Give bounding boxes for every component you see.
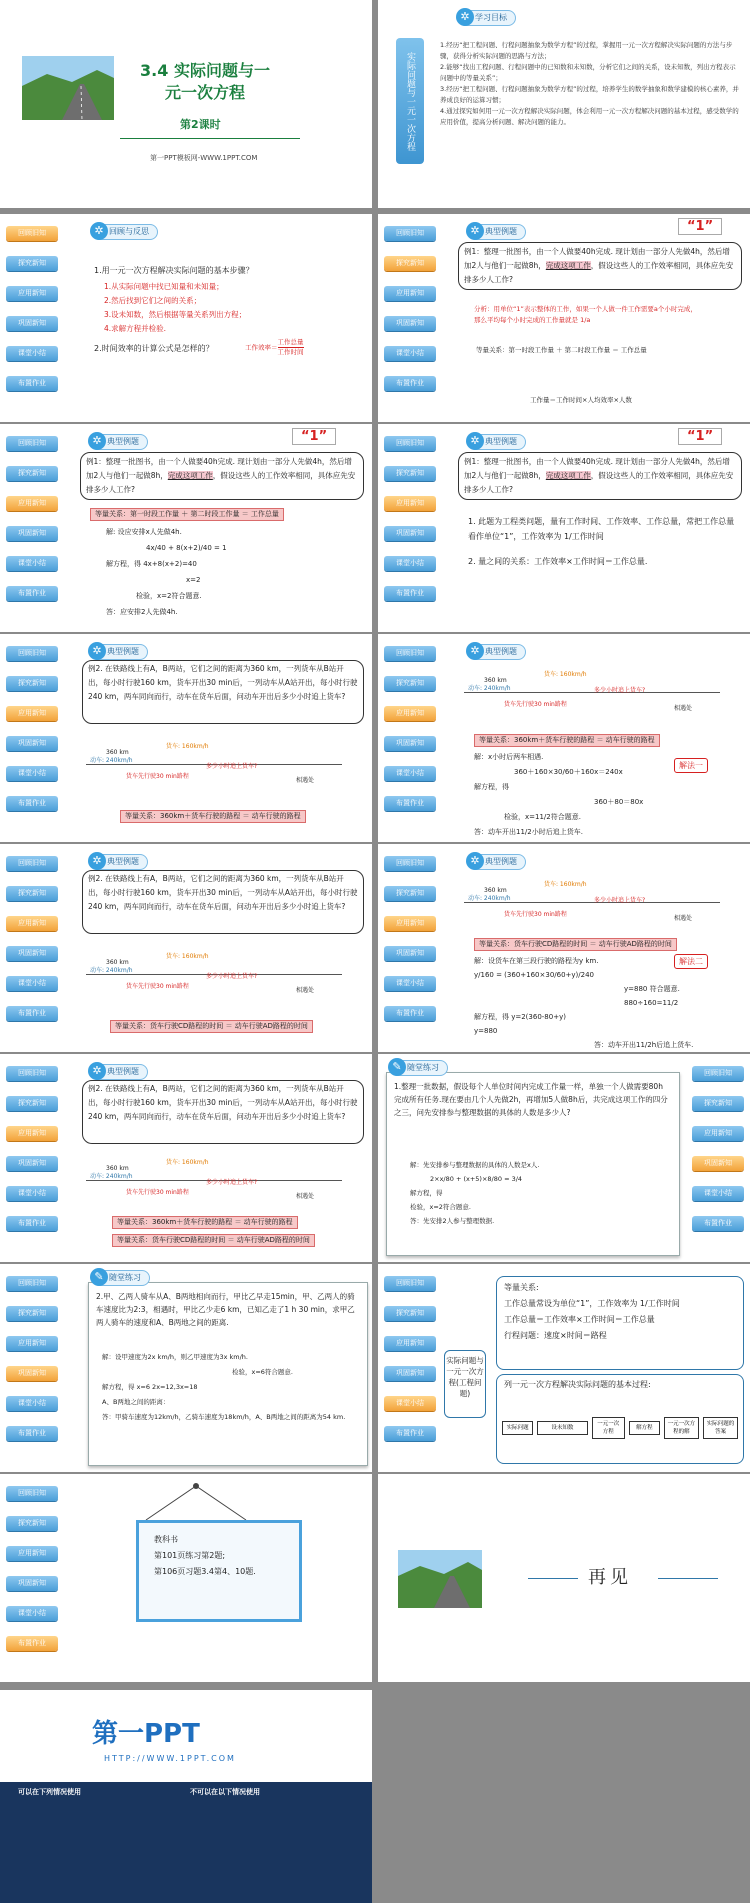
nav-item[interactable]: 课堂小结: [692, 1186, 744, 1201]
example1-text: 例1：整理一批图书，由一个人做要40h完成. 现计划由一部分人先做4h，然后增加2人与他们一起做8h，完成这项工作，假设这些人的工作效率相同，具体应先安排多少人工作?: [86, 457, 356, 494]
highway-photo: [398, 1550, 482, 1608]
slide-example2-method1[interactable]: [378, 634, 750, 842]
nav-item[interactable]: 课堂小结: [384, 556, 436, 571]
nav-item[interactable]: 布置作业: [384, 1006, 436, 1021]
line-diagram: 360 km 货车: 160km/h 动车: 240km/h 货车先行驶30 min路程 多少小时追上货车? 相遇处: [464, 662, 734, 722]
slide-goodbye[interactable]: [378, 1474, 750, 1682]
nav-item[interactable]: 课堂小结: [6, 1186, 58, 1201]
slide-example2-intro-b[interactable]: [0, 844, 372, 1052]
nav-menu: [384, 856, 436, 1036]
slide-example2-intro[interactable]: [0, 634, 372, 842]
gear-icon: ✲: [88, 642, 106, 660]
summary-center-box: 实际问题与一元一次方程(工程问题): [444, 1350, 486, 1418]
nav-item[interactable]: 应用新知: [6, 1336, 58, 1351]
nav-item[interactable]: 巩固新知: [6, 946, 58, 961]
review-steps: 1.从实际问题中找已知量和未知量； 2.然后找到它们之间的关系； 3.设未知数，然后根据等量关系列出方程； 4.求解方程并检验.: [104, 282, 247, 333]
nav-item[interactable]: 巩固新知: [6, 1576, 58, 1591]
review-question-2: 2.时间效率的计算公式是怎样的？: [94, 344, 214, 353]
gear-icon: ✲: [88, 432, 106, 450]
nav-item[interactable]: 探究新知: [6, 886, 58, 901]
process-title: 列一元一次方程解决实际问题的基本过程:: [504, 1380, 651, 1389]
nav-item[interactable]: 布置作业: [6, 796, 58, 811]
nav-item[interactable]: 课堂小结: [6, 1396, 58, 1411]
nav-item[interactable]: 回顾旧知: [6, 436, 58, 451]
nav-item[interactable]: 应用新知: [6, 496, 58, 511]
highway-photo: [22, 56, 114, 120]
nav-item[interactable]: 回顾旧知: [6, 856, 58, 871]
unit-one-flag: “1”: [292, 428, 336, 445]
nav-item[interactable]: 布置作业: [6, 1006, 58, 1021]
slide-example1-summary[interactable]: [378, 424, 750, 632]
badge-example: ✲ 典型例题: [468, 644, 526, 660]
nav-item[interactable]: 课堂小结: [384, 1396, 436, 1411]
slide-example2-method2[interactable]: [378, 844, 750, 1052]
nav-item[interactable]: 探究新知: [6, 1096, 58, 1111]
nav-item[interactable]: 探究新知: [384, 256, 436, 271]
method1-steps: 解：x小时后两车相遇. 360＋160×30/60＋160x＝240x 解方程，得 360＋80＝80x 检验，x=11/2符合题意. 答：动车开出11/2小时后追上货车.: [474, 753, 644, 836]
nav-item[interactable]: 探究新知: [384, 676, 436, 691]
slide-review[interactable]: [0, 214, 372, 422]
gear-icon: ✎: [90, 1268, 108, 1286]
nav-item[interactable]: 回顾旧知: [6, 646, 58, 661]
unit-one-flag: “1”: [678, 218, 722, 235]
nav-item[interactable]: 应用新知: [6, 706, 58, 721]
nav-item[interactable]: 应用新知: [384, 286, 436, 301]
nav-item[interactable]: 课堂小结: [6, 766, 58, 781]
practice1-question: 1.整理一批数据，假设每个人单位时间内完成工作量一样，单独一个人做需要80h完成所有任务.现在要由几个人先做2h，再增加5人做8h后，共完成这项工作的四分之三，问先安排参与整理数据的具体的人数是多少人?: [394, 1082, 668, 1117]
footer-logo: 第一PPT: [92, 1719, 200, 1749]
method2-steps: 解：设货车在第三段行驶的路程为y km. y/160 = (360+160×30/60+y)/240 y=880 符合题意. 880÷160=11/2 解方程，得 y=2(360-80+y) y=880 答：动车开出11/2h后追上货车.: [474, 957, 694, 1049]
nav-item[interactable]: 课堂小结: [384, 976, 436, 991]
badge-practice: ✎ 随堂练习: [390, 1060, 448, 1076]
nav-item[interactable]: 课堂小结: [6, 346, 58, 361]
slide-homework[interactable]: [0, 1474, 372, 1682]
nav-item[interactable]: 布置作业: [384, 1426, 436, 1441]
nav-item[interactable]: 探究新知: [6, 1516, 58, 1531]
relation-bar: 等量关系：360km＋货车行驶的路程 ＝ 动车行驶的路程: [474, 734, 660, 747]
relation-bar: 等量关系：货车行驶CD路程的时间 ＝ 动车行驶AD路程的时间: [110, 1020, 313, 1033]
method-tag: 解法一: [674, 758, 708, 773]
nav-menu: [6, 226, 58, 406]
badge-learning-goals: ✲ 学习目标: [458, 10, 516, 26]
line-diagram: 360 km 货车: 160km/h 动车: 240km/h 货车先行驶30 min路程 多少小时追上货车? 相遇处: [86, 1150, 342, 1206]
nav-item[interactable]: 布置作业: [692, 1216, 744, 1231]
process-step: 一元一次方程: [592, 1417, 625, 1439]
nav-item[interactable]: 巩固新知: [384, 946, 436, 961]
nav-item[interactable]: 课堂小结: [384, 766, 436, 781]
nav-item[interactable]: 应用新知: [384, 1336, 436, 1351]
badge-example: ✲ 典型例题: [90, 854, 148, 870]
nav-menu: [6, 1066, 58, 1246]
practice1-solution: 解：先安排参与整理数据的具体的人数是x人. 2×x/80 + (x+5)×8/80 = 3/4 解方程，得 检验，x=2符合题意. 答：先安排2人参与整理数据.: [410, 1161, 540, 1225]
process-step: 设未知数: [537, 1421, 588, 1435]
nav-menu: [692, 1066, 744, 1246]
process-steps: [502, 1404, 738, 1452]
nav-menu: [384, 226, 436, 406]
nav-item[interactable]: 回顾旧知: [6, 1486, 58, 1501]
nav-item[interactable]: 回顾旧知: [692, 1066, 744, 1081]
relation-bar: 等量关系：360km＋货车行驶的路程 ＝ 动车行驶的路程: [112, 1216, 298, 1229]
nav-item[interactable]: 回顾旧知: [384, 226, 436, 241]
nav-item[interactable]: 探究新知: [384, 1306, 436, 1321]
nav-item[interactable]: 布置作业: [384, 376, 436, 391]
relation-text: 等量关系：第一时段工作量 ＋ 第二时段工作量 ＝ 工作总量: [476, 346, 647, 354]
lesson-subtitle: 第2课时: [180, 118, 221, 131]
relation-bar: 等量关系：货车行驶CD路程的时间 ＝ 动车行驶AD路程的时间: [112, 1234, 315, 1247]
footer-info-panel: [0, 1782, 372, 1903]
badge-example: ✲ 典型例题: [90, 644, 148, 660]
badge-example: ✲ 典型例题: [468, 854, 526, 870]
process-step: 实际问题的答案: [703, 1417, 738, 1439]
relation-bar: 等量关系：货车行驶CD路程的时间 ＝ 动车行驶AD路程的时间: [474, 938, 677, 951]
process-step: 一元一次方程的解: [664, 1417, 699, 1439]
nav-item[interactable]: 巩固新知: [692, 1156, 744, 1171]
badge-example: ✲ 典型例题: [90, 1064, 148, 1080]
summary-relations: 等量关系: 工作总量常设为单位“1”，工作效率为 1/工作时间 工作总量＝工作效率×工作时间＝工作总量 行程问题：速度×时间＝路程: [504, 1283, 680, 1340]
slide-summary[interactable]: [378, 1264, 750, 1472]
footer-url: HTTP://WWW.1PPT.COM: [104, 1754, 236, 1763]
badge-review: ✲ 回顾与反思: [92, 224, 158, 240]
goodbye-text: 再见: [588, 1567, 632, 1588]
nav-item[interactable]: 回顾旧知: [384, 856, 436, 871]
gear-icon: ✲: [466, 642, 484, 660]
nav-menu: [6, 1276, 58, 1456]
gear-icon: ✲: [90, 222, 108, 240]
practice2-solution: 解：设甲速度为2x km/h，则乙甲速度为3x km/h. 检验，x=6符合题意. 解方程，得 x=6 2x=12,3x=18 A、B两地之间的距离： 答：甲骑车速度为12km/h，乙骑车速度为18km/h，A、B两地之间的距离为54 km.: [102, 1353, 346, 1421]
nav-item[interactable]: 探究新知: [6, 256, 58, 271]
nav-item[interactable]: 布置作业: [6, 1636, 58, 1651]
nav-item[interactable]: 回顾旧知: [384, 436, 436, 451]
nav-item[interactable]: 应用新知: [384, 706, 436, 721]
slide-practice2[interactable]: [0, 1264, 372, 1472]
nav-item[interactable]: 巩固新知: [384, 736, 436, 751]
nav-item[interactable]: 探究新知: [384, 886, 436, 901]
nav-item[interactable]: 巩固新知: [6, 1366, 58, 1381]
process-step: 实际问题: [502, 1421, 533, 1435]
homework-text: 教科书 第101页练习第2题; 第106页习题3.4第4、10题.: [154, 1535, 256, 1576]
nav-item[interactable]: 巩固新知: [384, 1366, 436, 1381]
slide-practice1[interactable]: [378, 1054, 750, 1262]
gear-icon: ✲: [466, 432, 484, 450]
nav-item[interactable]: 应用新知: [6, 1546, 58, 1561]
nav-menu: [384, 1276, 436, 1456]
nav-item[interactable]: 课堂小结: [6, 556, 58, 571]
nav-item[interactable]: 课堂小结: [6, 976, 58, 991]
nav-item[interactable]: 巩固新知: [384, 526, 436, 541]
nav-item[interactable]: 布置作业: [6, 1216, 58, 1231]
nav-item[interactable]: 回顾旧知: [6, 1066, 58, 1081]
relation-bar: 等量关系：360km＋货车行驶的路程 ＝ 动车行驶的路程: [120, 810, 306, 823]
line-diagram: 360 km 货车: 160km/h 动车: 240km/h 货车先行驶30 min路程 多少小时追上货车? 相遇处: [464, 872, 734, 932]
nav-item[interactable]: 巩固新知: [6, 526, 58, 541]
nav-menu: [6, 856, 58, 1036]
nav-item[interactable]: 应用新知: [384, 496, 436, 511]
slide-example1-solution[interactable]: [0, 424, 372, 632]
nav-item[interactable]: 探究新知: [6, 676, 58, 691]
example2-text: 例2. 在铁路线上有A，B两站，它们之间的距离为360 km，一列货车从B站开出，每小时行驶160 km，货车开出30 min后，一列动车从A站开出，每小时行驶240 km，两车同向而行，动车在货车后面，问动车开出后多少小时追上货车?: [88, 874, 358, 911]
nav-item[interactable]: 课堂小结: [6, 1606, 58, 1621]
nav-item[interactable]: 探究新知: [6, 466, 58, 481]
nav-menu: [384, 436, 436, 616]
slide-learning-goals[interactable]: [378, 0, 750, 208]
goals-text: 1.经历“把工程问题、行程问题抽象为数学方程”的过程，掌握用一元一次方程解决实际问题的方法与步骤，获得分析实际问题的思路与方法； 2.能够“找出工程问题、行程问题中的已知数和未知数，分析它们之间的关系，设未知数，列出方程表示问题中的等量关系”； 3.经历“把工程问题、行程问题抽象为数学方程”的过程，培养学生的数学抽象和数学建模的核心素养，并养成良好的运算习惯； 4.通过探究如何用一元一次方程解决实际问题，体会利用一元一次方程解决问题的基本过程，感受数学的应用价值，提高分析问题、解决问题的能力。: [440, 41, 739, 126]
formula-text: 工作量＝工作时间×人均效率×人数: [530, 396, 632, 404]
gear-icon: ✎: [388, 1058, 406, 1076]
slide-example1-analysis[interactable]: [378, 214, 750, 422]
example1-text: 例1：整理一批图书，由一个人做要40h完成. 现计划由一部分人先做4h，然后增加2人与他们一起做8h，完成这项工作，假设这些人的工作效率相同，具体应先安排多少人工作?: [464, 247, 734, 284]
nav-menu: [6, 436, 58, 616]
nav-item[interactable]: 回顾旧知: [6, 226, 58, 241]
unit-one-flag: “1”: [678, 428, 722, 445]
process-step: 解方程: [629, 1421, 660, 1435]
footer-can: 可以在下列情况使用: [18, 1788, 81, 1796]
badge-practice: ✎ 随堂练习: [92, 1270, 150, 1286]
footer-credit: [0, 1690, 372, 1903]
footer-cannot: 不可以在以下情况使用: [190, 1788, 260, 1796]
nav-item[interactable]: 布置作业: [384, 586, 436, 601]
nav-item[interactable]: 课堂小结: [384, 346, 436, 361]
nav-item[interactable]: 探究新知: [692, 1096, 744, 1111]
nav-item[interactable]: 巩固新知: [6, 316, 58, 331]
relation-bar: 等量关系：第一时段工作量 ＋ 第二时段工作量 ＝ 工作总量: [90, 508, 284, 521]
gear-icon: ✲: [456, 8, 474, 26]
method-tag: 解法二: [674, 954, 708, 969]
line-diagram: 360 km 货车: 160km/h 动车: 240km/h 货车先行驶30 min路程 多少小时追上货车? 相遇处: [86, 944, 342, 1004]
nav-item[interactable]: 巩固新知: [384, 316, 436, 331]
hanging-board-string: [136, 1482, 256, 1522]
nav-item[interactable]: 应用新知: [692, 1126, 744, 1141]
nav-item[interactable]: 应用新知: [6, 1126, 58, 1141]
summary-text: 1. 此题为工程类问题，量有工作时间、工作效率、工作总量，常把工作总量看作单位“1”，工作效率为 1/工作时间 2. 量之间的关系：工作效率×工作时间＝工作总量.: [468, 517, 735, 566]
page-title: 3.4 实际问题与一 元一次方程: [140, 61, 270, 102]
nav-item[interactable]: 应用新知: [384, 916, 436, 931]
gear-icon: ✲: [466, 222, 484, 240]
badge-example: ✲ 典型例题: [90, 434, 148, 450]
nav-item[interactable]: 回顾旧知: [384, 1276, 436, 1291]
nav-item[interactable]: 巩固新知: [6, 1156, 58, 1171]
nav-menu: [6, 1486, 58, 1666]
slide-title[interactable]: [0, 0, 372, 208]
nav-item[interactable]: 探究新知: [6, 1306, 58, 1321]
example2-text: 例2. 在铁路线上有A，B两站，它们之间的距离为360 km，一列货车从B站开出，每小时行驶160 km，货车开出30 min后，一列动车从A站开出，每小时行驶240 km，两车同向而行，动车在货车后面，问动车开出后多少小时追上货车?: [88, 1084, 358, 1121]
nav-item[interactable]: 探究新知: [384, 466, 436, 481]
solution-steps: 解: 设应安排x人先做4h. 4x/40 + 8(x+2)/40 = 1 解方程，得 4x+8(x+2)=40 x=2 检验，x=2符合题意. 答：应安排2人先做4h.: [106, 528, 227, 616]
credit-text: 第一PPT模板网-WWW.1PPT.COM: [150, 154, 258, 162]
slide-example2-both-relations[interactable]: [0, 1054, 372, 1262]
nav-item[interactable]: 应用新知: [6, 916, 58, 931]
badge-example: ✲ 典型例题: [468, 224, 526, 240]
gear-icon: ✲: [466, 852, 484, 870]
gear-icon: ✲: [88, 852, 106, 870]
nav-item[interactable]: 布置作业: [6, 376, 58, 391]
nav-item[interactable]: 应用新知: [6, 286, 58, 301]
example2-text: 例2. 在铁路线上有A，B两站，它们之间的距离为360 km，一列货车从B站开出，每小时行驶160 km，货车开出30 min后，一列动车从A站开出，每小时行驶240 km，两车同向而行，动车在货车后面，问动车开出后多少小时追上货车?: [88, 664, 358, 701]
nav-menu: [6, 646, 58, 826]
analysis-text: 分析：用单位“1”表示整体的工作，如果一个人做一件工作需要a个小时完成， 那么平均每个小时完成的工作量就是 1/a: [474, 305, 697, 324]
nav-item[interactable]: 回顾旧知: [384, 646, 436, 661]
nav-item[interactable]: 布置作业: [384, 796, 436, 811]
example1-text: 例1：整理一批图书，由一个人做要40h完成. 现计划由一部分人先做4h，然后增加2人与他们一起做8h，完成这项工作，假设这些人的工作效率相同，具体应先安排多少人工作?: [464, 457, 734, 494]
badge-example: ✲ 典型例题: [468, 434, 526, 450]
line-diagram: 360 km 货车: 160km/h 动车: 240km/h 货车先行驶30 min路程 多少小时追上货车? 相遇处: [86, 734, 342, 794]
side-title-banner: 实际问题与一元一次方程: [396, 38, 424, 164]
gear-icon: ✲: [88, 1062, 106, 1080]
nav-item[interactable]: 巩固新知: [6, 736, 58, 751]
practice2-question: 2.甲、乙两人骑车从A、B两地相向而行，甲比乙早走15min，甲、乙两人的骑车速度比为2:3，相遇时，甲比乙少走6 km，已知乙走了1 h 30 min，求甲乙两人骑车的速度和A、B两地之间的距离.: [96, 1292, 355, 1327]
nav-item[interactable]: 布置作业: [6, 1426, 58, 1441]
nav-item[interactable]: 布置作业: [6, 586, 58, 601]
review-question-1: 1.用一元一次方程解决实际问题的基本步骤？: [94, 266, 254, 275]
nav-item[interactable]: 回顾旧知: [6, 1276, 58, 1291]
nav-menu: [384, 646, 436, 826]
efficiency-formula: 工作效率＝ 工作总量 工作时间: [245, 338, 304, 356]
